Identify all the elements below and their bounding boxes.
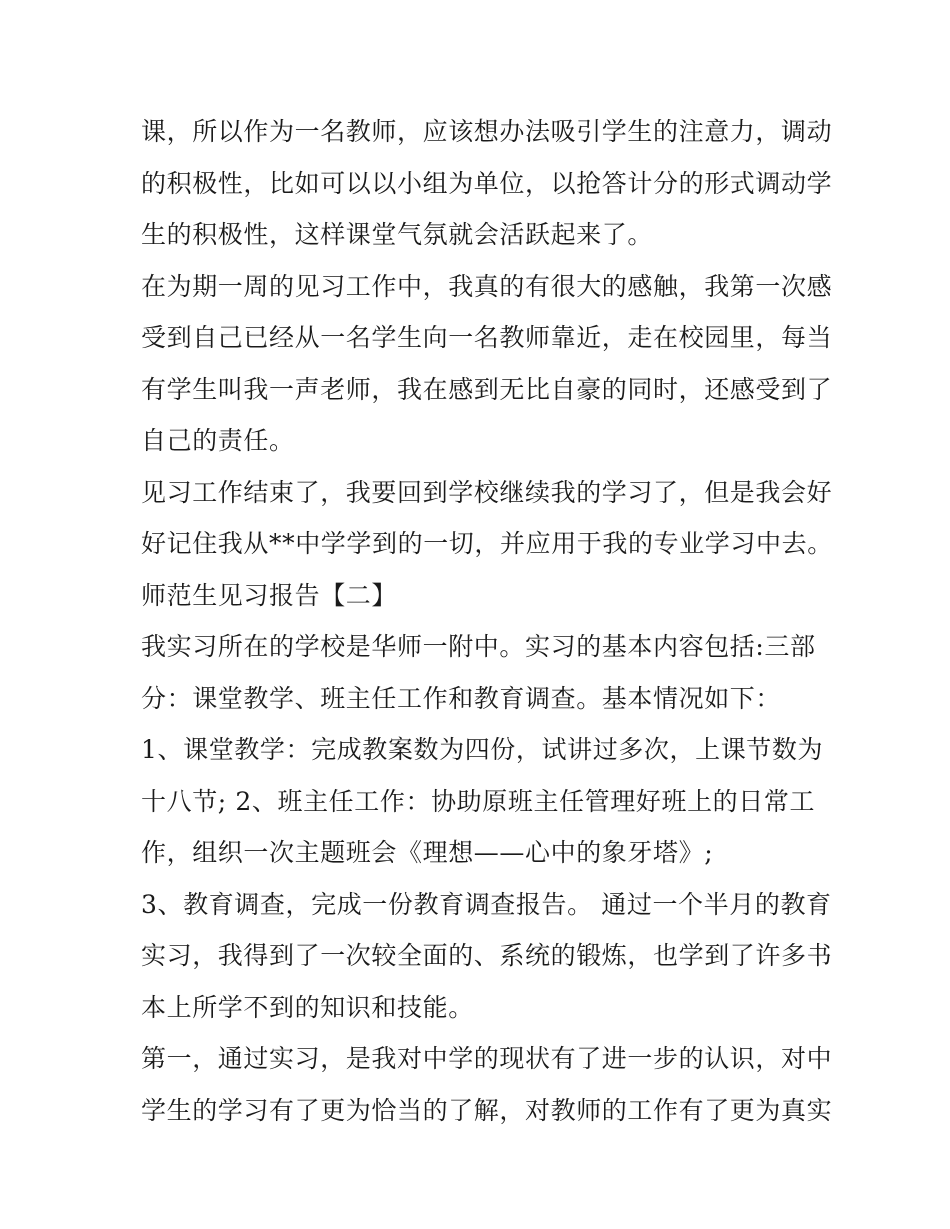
text-line: 1、课堂教学：完成教案数为四份，试讲过多次，上课节数为 (141, 735, 824, 764)
text-line: 见习工作结束了，我要回到学校继续我的学习了，但是我会好 (141, 477, 833, 507)
text-line: 自己的责任。 (141, 426, 295, 455)
text-line: 受到自己已经从一名学生向一名教师靠近，走在校园里，每当 (141, 323, 833, 352)
text-line: 分：课堂教学、班主任工作和教育调查。基本情况如下： (141, 683, 782, 713)
text-line: 3、教育调查，完成一份教育调查报告。 通过一个半月的教育 (141, 889, 832, 919)
text-line: 生的积极性，这样课堂气氛就会活跃起来了。 (141, 220, 654, 249)
text-line: 学生的学习有了更为恰当的了解，对教师的工作有了更为真实 (141, 1095, 833, 1125)
text-line: 在为期一周的见习工作中，我真的有很大的感触，我第一次感 (141, 271, 833, 301)
text-line: 好记住我从**中学学到的一切，并应用于我的专业学习中去。 (141, 529, 833, 558)
text-line: 第一，通过实习，是我对中学的现状有了进一步的认识，对中 (141, 1044, 833, 1073)
document-body (141, 106, 833, 1136)
section-heading: 师范生见习报告【二】 (141, 580, 398, 610)
text-line: 的积极性，比如可以以小组为单位，以抢答计分的形式调动学 (141, 168, 833, 198)
text-line: 有学生叫我一声老师，我在感到无比自豪的同时，还感受到了 (141, 374, 833, 404)
text-line: 我实习所在的学校是华师一附中。实习的基本内容包括:三部 (141, 632, 816, 661)
text-line: 十八节; 2、班主任工作：协助原班主任管理好班上的日常工 (141, 786, 816, 816)
text-line: 作，组织一次主题班会《理想——心中的象牙塔》; (141, 838, 714, 867)
text-line: 本上所学不到的知识和技能。 (141, 992, 474, 1022)
text-line: 实习，我得到了一次较全面的、系统的锻炼，也学到了许多书 (141, 941, 833, 970)
text-line: 课，所以作为一名教师，应该想办法吸引学生的注意力，调动 (141, 117, 833, 146)
